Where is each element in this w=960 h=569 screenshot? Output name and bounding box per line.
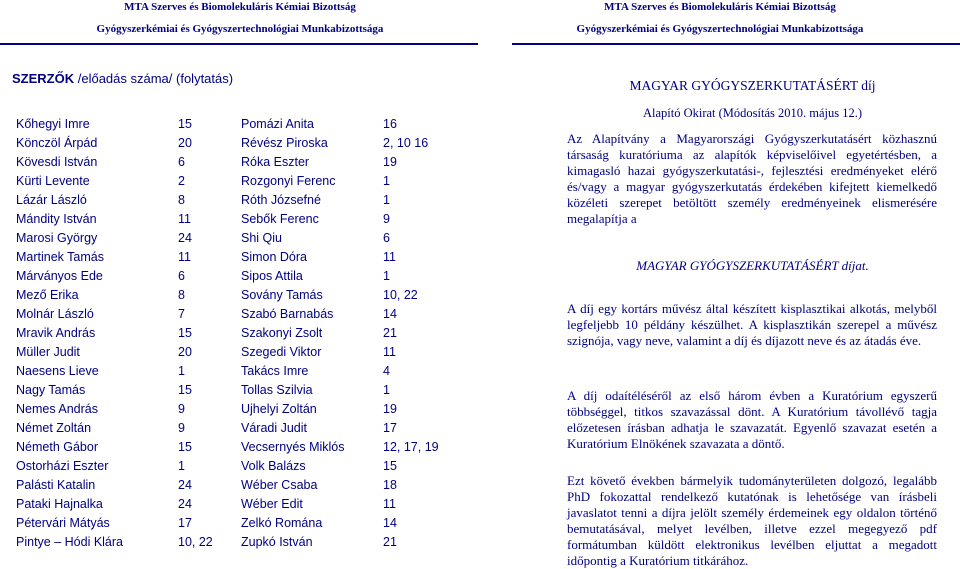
author-name: Pintye – Hódi Klára [16, 535, 124, 549]
header-line-1: MTA Szerves és Biomolekuláris Kémiai Bizottság [124, 1, 356, 13]
presentation-numbers: 6 [383, 231, 390, 245]
presentation-numbers: 19 [383, 402, 397, 416]
author-row [0, 153, 478, 172]
author-name: Nagy Tamás [16, 383, 86, 397]
presentation-numbers: 10, 22 [178, 535, 213, 549]
presentation-numbers: 15 [178, 440, 192, 454]
section-title [12, 71, 233, 86]
author-name: Szegedi Viktor [241, 345, 322, 359]
author-name: Kőhegyi Imre [16, 117, 90, 131]
presentation-numbers: 16 [383, 117, 397, 131]
author-row [0, 419, 478, 438]
award-subtitle: Alapító Okirat (Módosítás 2010. május 12.) [642, 106, 863, 120]
author-row [0, 229, 478, 248]
author-name: Sovány Tamás [241, 288, 323, 302]
presentation-numbers: 12, 17, 19 [383, 440, 439, 454]
author-row [0, 191, 478, 210]
presentation-numbers: 1 [383, 174, 390, 188]
author-name: Róth Józsefné [241, 193, 321, 207]
presentation-numbers: 21 [383, 535, 397, 549]
author-name: Szakonyi Zsolt [241, 326, 323, 340]
presentation-numbers: 6 [178, 155, 185, 169]
presentation-numbers: 8 [178, 193, 185, 207]
author-name: Molnár László [16, 307, 94, 321]
presentation-numbers: 15 [383, 459, 397, 473]
author-row [0, 514, 478, 533]
author-row [0, 495, 478, 514]
author-name: Nemes András [16, 402, 98, 416]
author-name: Váradi Judit [241, 421, 308, 435]
author-row [0, 267, 478, 286]
author-name: Mándity István [16, 212, 97, 226]
author-name: Vecsernyés Miklós [241, 440, 345, 454]
header-rule [512, 43, 960, 45]
presentation-numbers: 24 [178, 478, 192, 492]
paragraph-2: A díj egy kortárs művész által készített kisplasztikai alkotás, melyből legfeljebb 10 példány készülhet. A kisplasztikán szerepel a művész szignója, vagy neve, valamint a díj és díjazott neve és az átadás éve. [567, 301, 937, 348]
presentation-numbers: 24 [178, 497, 192, 511]
author-row [0, 381, 478, 400]
section-title-bold: SZERZŐK [12, 71, 75, 86]
author-name: Wéber Edit [241, 497, 303, 511]
author-name: Róka Eszter [241, 155, 310, 169]
header-line-2: Gyógyszerkémiai és Gyógyszertechnológiai Munkabizottsága [96, 23, 384, 35]
presentation-numbers: 7 [178, 307, 185, 321]
author-name: Wéber Csaba [241, 478, 318, 492]
header-rule [0, 43, 478, 45]
presentation-numbers: 24 [178, 231, 192, 245]
author-row [0, 457, 478, 476]
presentation-numbers: 18 [383, 478, 397, 492]
presentation-numbers: 11 [178, 212, 191, 226]
presentation-numbers: 8 [178, 288, 185, 302]
paragraph-1: Az Alapítvány a Magyarországi Gyógyszerkutatásért közhasznú társaság kuratóriuma az alapítók képviselőivel egyetértésben, a kimagasló hazai gyógyszerkutatási-, fejlesztési eredményeket elérő és/vagy a magyar gyógyszerkutatás érdekében kifejtett kiemelkedő közéleti szerepet betöltött személy eredményeinek elismerésére megalapítja a [567, 131, 937, 226]
presentation-numbers: 2 [178, 174, 185, 188]
author-name: Rozgonyi Ferenc [241, 174, 336, 188]
presentation-numbers: 10, 22 [383, 288, 418, 302]
presentation-numbers: 17 [383, 421, 397, 435]
presentation-numbers: 15 [178, 383, 192, 397]
right-page [480, 0, 960, 569]
presentation-numbers: 15 [178, 117, 192, 131]
presentation-numbers: 9 [178, 421, 185, 435]
author-row [0, 400, 478, 419]
presentation-numbers: 11 [383, 497, 396, 511]
presentation-numbers: 15 [178, 326, 192, 340]
presentation-numbers: 9 [383, 212, 390, 226]
presentation-numbers: 11 [178, 250, 191, 264]
author-name: Mező Erika [16, 288, 79, 302]
author-name: Ostorházi Eszter [16, 459, 109, 473]
author-name: Ujhelyi Zoltán [241, 402, 317, 416]
award-name: MAGYAR GYÓGYSZERKUTATÁSÉRT díjat. [636, 258, 869, 273]
author-name: Lázár László [16, 193, 87, 207]
presentation-numbers: 1 [178, 364, 185, 378]
presentation-numbers: 4 [383, 364, 390, 378]
author-row [0, 115, 478, 134]
author-row [0, 343, 478, 362]
presentation-numbers: 19 [383, 155, 397, 169]
author-row [0, 533, 478, 552]
section-title-rest: /előadás száma/ (folytatás) [74, 71, 234, 86]
author-name: Martinek Tamás [16, 250, 104, 264]
presentation-numbers: 17 [178, 516, 192, 530]
paragraph-3: A díj odaítéléséről az első három évben a Kuratórium egyszerű többséggel, titkos szavazással dönt. A Kuratórium távollévő tagja előzetesen írásban adhatja le szavazatát. Egyenlő szavazat esetén a Kuratórium Elnökének szavazata a döntő. [567, 388, 937, 451]
presentation-numbers: 11 [383, 250, 396, 264]
presentation-numbers: 14 [383, 307, 397, 321]
author-row [0, 134, 478, 153]
author-row [0, 286, 478, 305]
author-row [0, 248, 478, 267]
presentation-numbers: 9 [178, 402, 185, 416]
author-name: Naesens Lieve [16, 364, 99, 378]
header-line-2: Gyógyszerkémiai és Gyógyszertechnológiai Munkabizottsága [576, 23, 864, 35]
presentation-numbers: 2, 10 16 [383, 136, 429, 150]
author-row [0, 438, 478, 457]
author-row [0, 172, 478, 191]
author-name: Révész Piroska [241, 136, 328, 150]
author-name: Pomázi Anita [241, 117, 314, 131]
presentation-numbers: 1 [178, 459, 185, 473]
author-row [0, 305, 478, 324]
presentation-numbers: 20 [178, 136, 192, 150]
author-name: Szabó Barnabás [241, 307, 334, 321]
author-name: Kürti Levente [16, 174, 90, 188]
author-name: Német Zoltán [16, 421, 92, 435]
author-row [0, 362, 478, 381]
author-name: Mravik András [16, 326, 96, 340]
author-name: Müller Judit [16, 345, 80, 359]
presentation-numbers: 21 [383, 326, 397, 340]
author-row [0, 324, 478, 343]
author-name: Pétervári Mátyás [16, 516, 110, 530]
paragraph-4: Ezt követő években bármelyik tudományterületen dolgozó, legalább PhD fokozattal rendelkező kutatónak is lehetősége van írásbeli javaslatot tenni a díjra jelölt személy érdemeinek egy oldalon történő bemutatásával, melyet levélben, illetve ezzel megegyező pdf formátumban küldött elektronikus levélben eljuttat a megadott időpontig a Kuratórium titkárához. [567, 473, 937, 568]
author-name: Zelkó Romána [241, 516, 323, 530]
presentation-numbers: 20 [178, 345, 192, 359]
presentation-numbers: 6 [178, 269, 185, 283]
author-name: Kövesdi István [16, 155, 98, 169]
author-name: Marosi György [16, 231, 98, 245]
author-name: Shi Qiu [241, 231, 282, 245]
author-name: Könczöl Árpád [16, 136, 98, 150]
page-gutter [478, 0, 512, 569]
presentation-numbers: 1 [383, 383, 390, 397]
author-name: Márványos Ede [16, 269, 103, 283]
author-name: Zupkó István [241, 535, 313, 549]
author-name: Sebők Ferenc [241, 212, 319, 226]
author-row [0, 476, 478, 495]
author-row [0, 210, 478, 229]
presentation-numbers: 1 [383, 193, 390, 207]
award-title: MAGYAR GYÓGYSZERKUTATÁSÉRT díj [629, 78, 876, 93]
author-name: Tollas Szilvia [241, 383, 313, 397]
author-name: Sipos Attila [241, 269, 303, 283]
author-name: Volk Balázs [241, 459, 306, 473]
author-name: Palásti Katalin [16, 478, 96, 492]
header-line-1: MTA Szerves és Biomolekuláris Kémiai Bizottság [604, 1, 836, 13]
presentation-numbers: 11 [383, 345, 396, 359]
author-name: Pataki Hajnalka [16, 497, 103, 511]
presentation-numbers: 1 [383, 269, 390, 283]
author-name: Németh Gábor [16, 440, 98, 454]
author-name: Takács Imre [241, 364, 309, 378]
presentation-numbers: 14 [383, 516, 397, 530]
author-name: Simon Dóra [241, 250, 307, 264]
